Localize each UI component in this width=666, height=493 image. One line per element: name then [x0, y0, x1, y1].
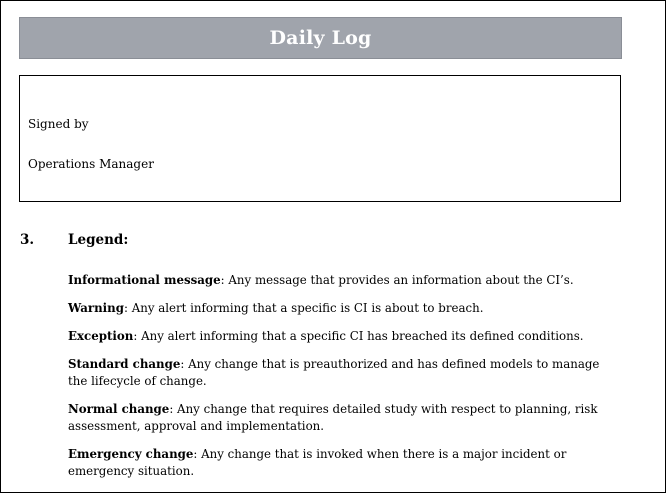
legend-separator: : — [220, 273, 225, 287]
legend-separator: : — [169, 402, 174, 416]
legend-term: Informational message — [68, 273, 221, 287]
legend-item-informational — [68, 272, 608, 289]
legend-separator: : — [133, 329, 138, 343]
legend-description: Any change that is invoked when there is a major incident or emergency situation. — [68, 447, 567, 478]
page-title: Daily Log — [269, 27, 372, 49]
section-title: Legend: — [68, 232, 129, 248]
legend-separator: : — [123, 301, 128, 315]
legend-description: Any change that requires detailed study with respect to planning, risk assessment, approval and implementation. — [68, 402, 598, 433]
title-bar — [19, 17, 622, 59]
legend-item-warning — [68, 300, 608, 317]
legend-term: Emergency change — [68, 447, 194, 461]
legend-list — [68, 272, 608, 491]
signer-role: Operations Manager — [28, 157, 154, 171]
legend-item-standard-change — [68, 356, 608, 390]
legend-description: Any alert informing that a specific is CI is about to breach. — [127, 301, 484, 315]
legend-description: Any change that is preauthorized and has defined models to manage the lifecycle of change. — [68, 357, 600, 388]
legend-term: Normal change — [68, 402, 170, 416]
legend-item-normal-change — [68, 401, 608, 435]
legend-term: Warning — [68, 301, 124, 315]
legend-description: Any message that provides an information about the CI’s. — [224, 273, 574, 287]
legend-item-emergency-change — [68, 446, 608, 480]
legend-item-exception — [68, 328, 608, 345]
legend-term: Exception — [68, 329, 134, 343]
legend-separator: : — [180, 357, 185, 371]
legend-term: Standard change — [68, 357, 181, 371]
section-number: 3. — [20, 232, 35, 248]
signature-box — [19, 75, 621, 202]
legend-separator: : — [193, 447, 198, 461]
signed-by-label: Signed by — [28, 117, 89, 131]
legend-description: Any alert informing that a specific CI has breached its defined conditions. — [137, 329, 584, 343]
